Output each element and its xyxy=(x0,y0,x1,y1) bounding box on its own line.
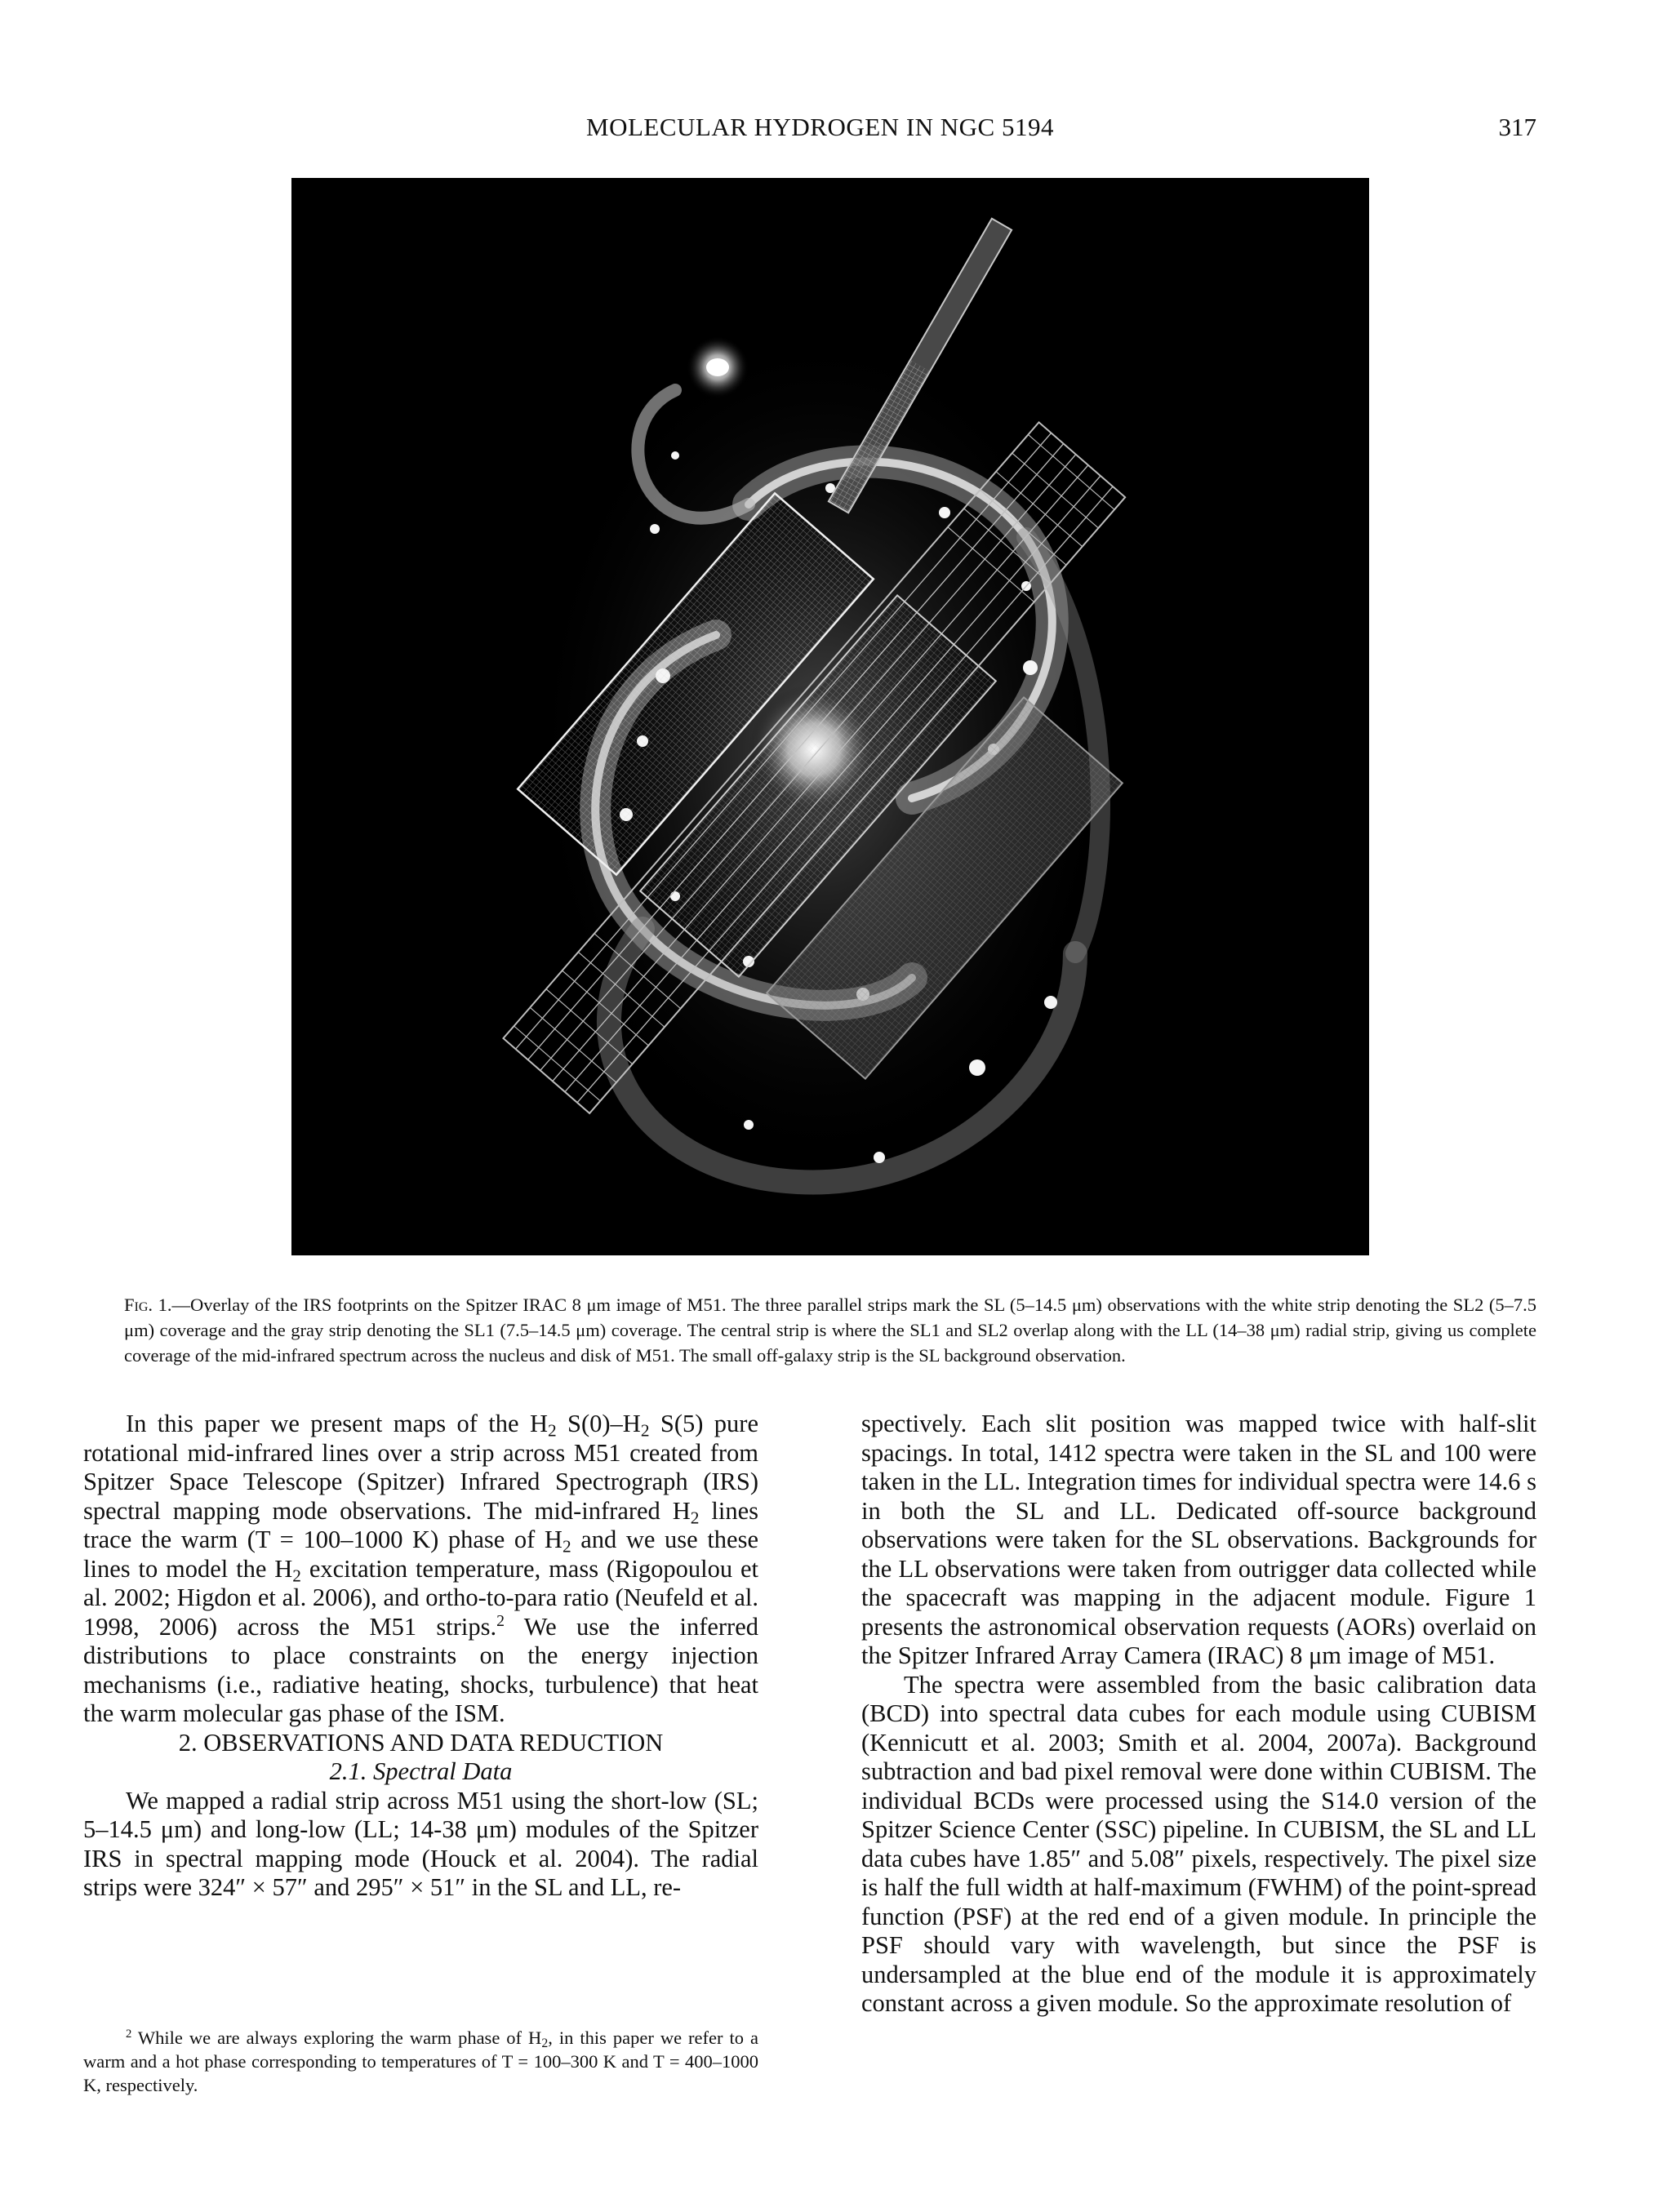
section-heading: 2. OBSERVATIONS AND DATA REDUCTION xyxy=(178,1728,664,1757)
galaxy-figure xyxy=(291,178,1369,1255)
footnote-mark: 2 xyxy=(126,2027,132,2041)
continuation-paragraph: spectively. Each slit position was mapped twice with half-slit spacings. In total, 1412 spectra were taken in the SL and 100 were taken in the LL. Integration times for individual spectra were 14.6 s in both the SL and LL. Dedicated off-source background observations were taken for the SL observations. Backgrounds for the LL observations were taken from outrigger data collected while the spacecraft was mapping in the adjacent module. Figure 1 presents the astronomical observation requests (AORs) overlaid on the Spitzer Infrared Array Camera (IRAC) 8 μm image of M51. xyxy=(861,1410,1536,1669)
left-column xyxy=(83,1410,758,1903)
running-title: MOLECULAR HYDROGEN IN NGC 5194 xyxy=(586,113,1054,141)
caption-text: —Overlay of the IRS footprints on the Spitzer IRAC 8 μm image of M51. The three parallel strips mark the SL (5–14.5 μm) observations with the white strip denoting the SL2 (5–7.5 μm) coverage and the gray strip denoting the SL1 (7.5–14.5 μm) coverage. The central strip is where the SL1 and SL2 overlap along with the LL (14–38 μm) radial strip, giving us complete coverage of the mid-infrared spectrum across the nucleus and disk of M51. The small off-galaxy strip is the SL background observation. xyxy=(124,1295,1536,1366)
running-head xyxy=(0,113,1672,153)
spectral-data-paragraph: We mapped a radial strip across M51 using the short-low (SL; 5–14.5 μm) and long-low (LL; 14-38 μm) modules of the Spitzer IRS in spectral mapping mode (Houck et al. 2004). The radial strips were 324″ × 57″ and 295″ × 51″ in the SL and LL, re- xyxy=(83,1786,758,1901)
intro-paragraph: In this paper we present maps of the $H_2$ $S(0)-H_2$ S(5) pure rotational mid-infrared lines over a strip across M51 created from Spitzer Space Telescope (Spitzer) Infrared Spectrograph (IRS) spectral mapping mode observations. The mid-infrared $H_2$ lines trace the warm (T = 100–1000 K) phase of $H_2$ and we use these lines to model the $H_2$ excitation temperature, mass (Rigopoulou et al. 2002; Higdon et al. 2006), and ortho-to-para ratio (Neufeld et al. 1998, 2006) across the M51 strips.$^2$ We use the inferred distributions to place constraints on the energy injection mechanisms (i.e., radiative heating, shocks, turbulence) that heat the warm molecular gas phase of the ISM. xyxy=(83,1410,758,1727)
figure-caption xyxy=(124,1292,1536,1368)
page-number: 317 xyxy=(1498,113,1536,141)
footnote: $^2$ While we are always exploring the warm phase of $H_2$, in this paper we refer to a warm and a hot phase corresponding to temperatures of T = 100–300 K and T = 400–1000 K, respectively. xyxy=(83,2027,759,2095)
figure-label: Fig. 1. xyxy=(124,1295,172,1315)
right-column xyxy=(861,1410,1536,2019)
subsection-heading: 2.1. Spectral Data xyxy=(329,1757,513,1785)
footnote-marker[interactable]: 2 xyxy=(496,1611,505,1630)
cubism-paragraph: The spectra were assembled from the basic calibration data (BCD) into spectral data cubes for each module using CUBISM (Kennicutt et al. 2003; Smith et al. 2004, 2007a). Background subtraction and bad pixel removal were done within CUBISM. The individual BCDs were processed using the S14.0 version of the Spitzer Science Center (SSC) pipeline. In CUBISM, the SL and LL data cubes have 1.85″ and 5.08″ pixels, respectively. The pixel size is half the full width at half-maximum (FWHM) of the point-spread function (PSF) at the red end of a given module. In principle the PSF should vary with wavelength, but since the PSF is undersampled at the blue end of the module it is approximately constant across a given module. So the approximate resolution of xyxy=(861,1670,1536,2017)
m51-irac-image xyxy=(291,178,1369,1255)
